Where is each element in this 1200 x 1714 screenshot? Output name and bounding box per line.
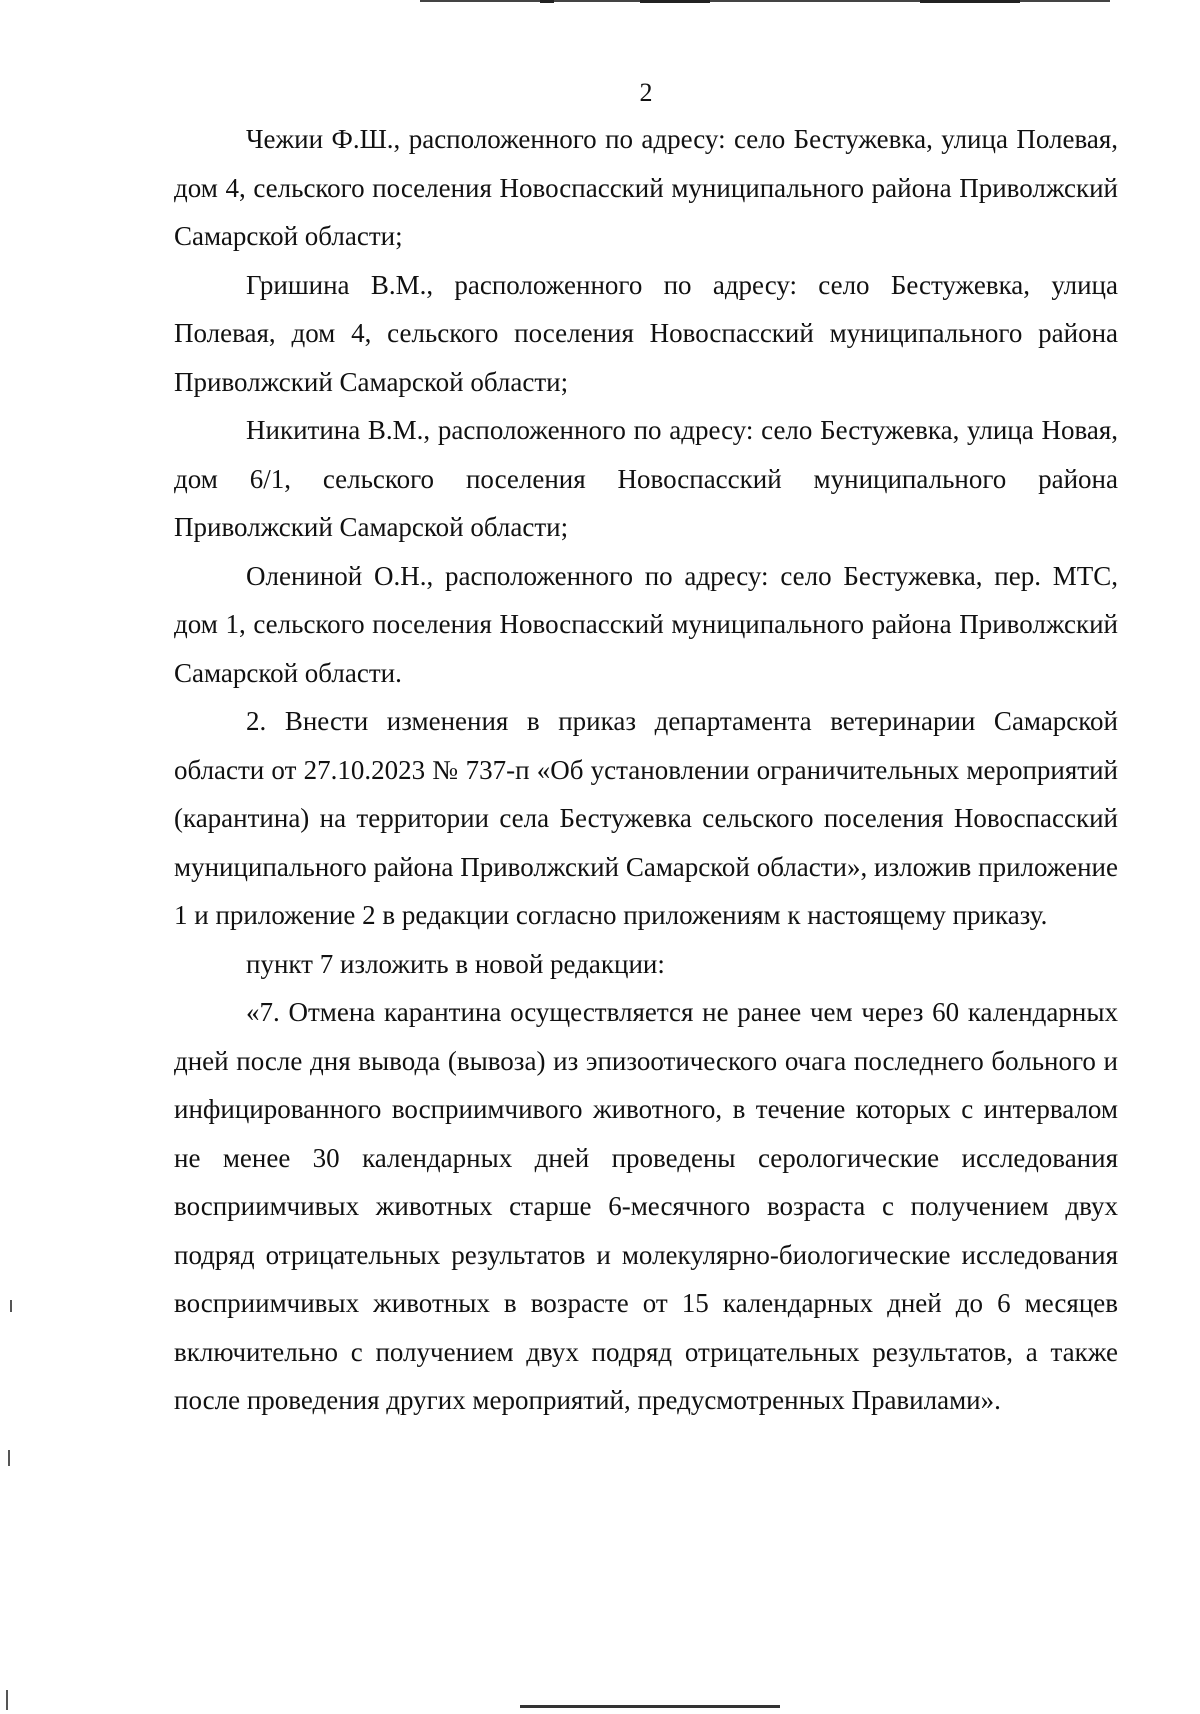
paragraph-chezhii: Чежии Ф.Ш., расположенного по адресу: село Бестужевка, улица Полевая, дом 4, сельского поселения Новоспасский муниципального района Приволжский Самарской области;: [174, 124, 1118, 251]
document-body: [174, 115, 1118, 1425]
scan-top-mark: [640, 0, 710, 3]
scan-edge-mark: [10, 1300, 12, 1312]
paragraph-nikitin: Никитина В.М., расположенного по адресу: село Бестужевка, улица Новая, дом 6/1, сельского поселения Новоспасский муниципального района Приволжский Самарской области;: [174, 415, 1118, 542]
scan-edge-mark: [6, 1690, 8, 1710]
paragraph-item-2: 2. Внести изменения в приказ департамента ветеринарии Самарской области от 27.10.2023 № 737-п «Об установлении ограничительных мероприятий (карантина) на территории села Бестужевка сельского поселения Новоспасский муниципального района Приволжский Самарской области», изложив приложение 1 и приложение 2 в редакции согласно приложениям к настоящему приказу.: [174, 706, 1118, 930]
paragraph-item-7-text: «7. Отмена карантина осуществляется не ранее чем через 60 календарных дней после дня вывода (вывоза) из эпизоотического очага последнего больного и инфицированного восприимчивого животного, в течение которых с интервалом не менее 30 календарных дней проведены серологические исследования восприимчивых животных старше 6-месячного возраста с получением двух подряд отрицательных результатов и молекулярно-биологические исследования восприимчивых животных в возрасте от 15 календарных дней до 6 месяцев включительно с получением двух подряд отрицательных результатов, а также после проведения других мероприятий, предусмотренных Правилами».: [174, 997, 1118, 1415]
paragraph-grishin: Гришина В.М., расположенного по адресу: село Бестужевка, улица Полевая, дом 4, сельского поселения Новоспасский муниципального района Приволжский Самарской области;: [174, 269, 1118, 397]
paragraph-olenina: Олениной О.Н., расположенного по адресу: село Бестужевка, пер. МТС, дом 1, сельского поселения Новоспасский муниципального района Приволжский Самарской области.: [174, 560, 1118, 688]
scan-top-mark: [540, 0, 554, 3]
paragraph-item-7-intro: пункт 7 изложить в новой редакции:: [246, 948, 665, 979]
scan-bottom-mark: [520, 1705, 780, 1708]
scan-edge-mark: [8, 1450, 10, 1466]
page-number: 2: [639, 78, 653, 107]
scan-top-mark: [920, 0, 1020, 3]
